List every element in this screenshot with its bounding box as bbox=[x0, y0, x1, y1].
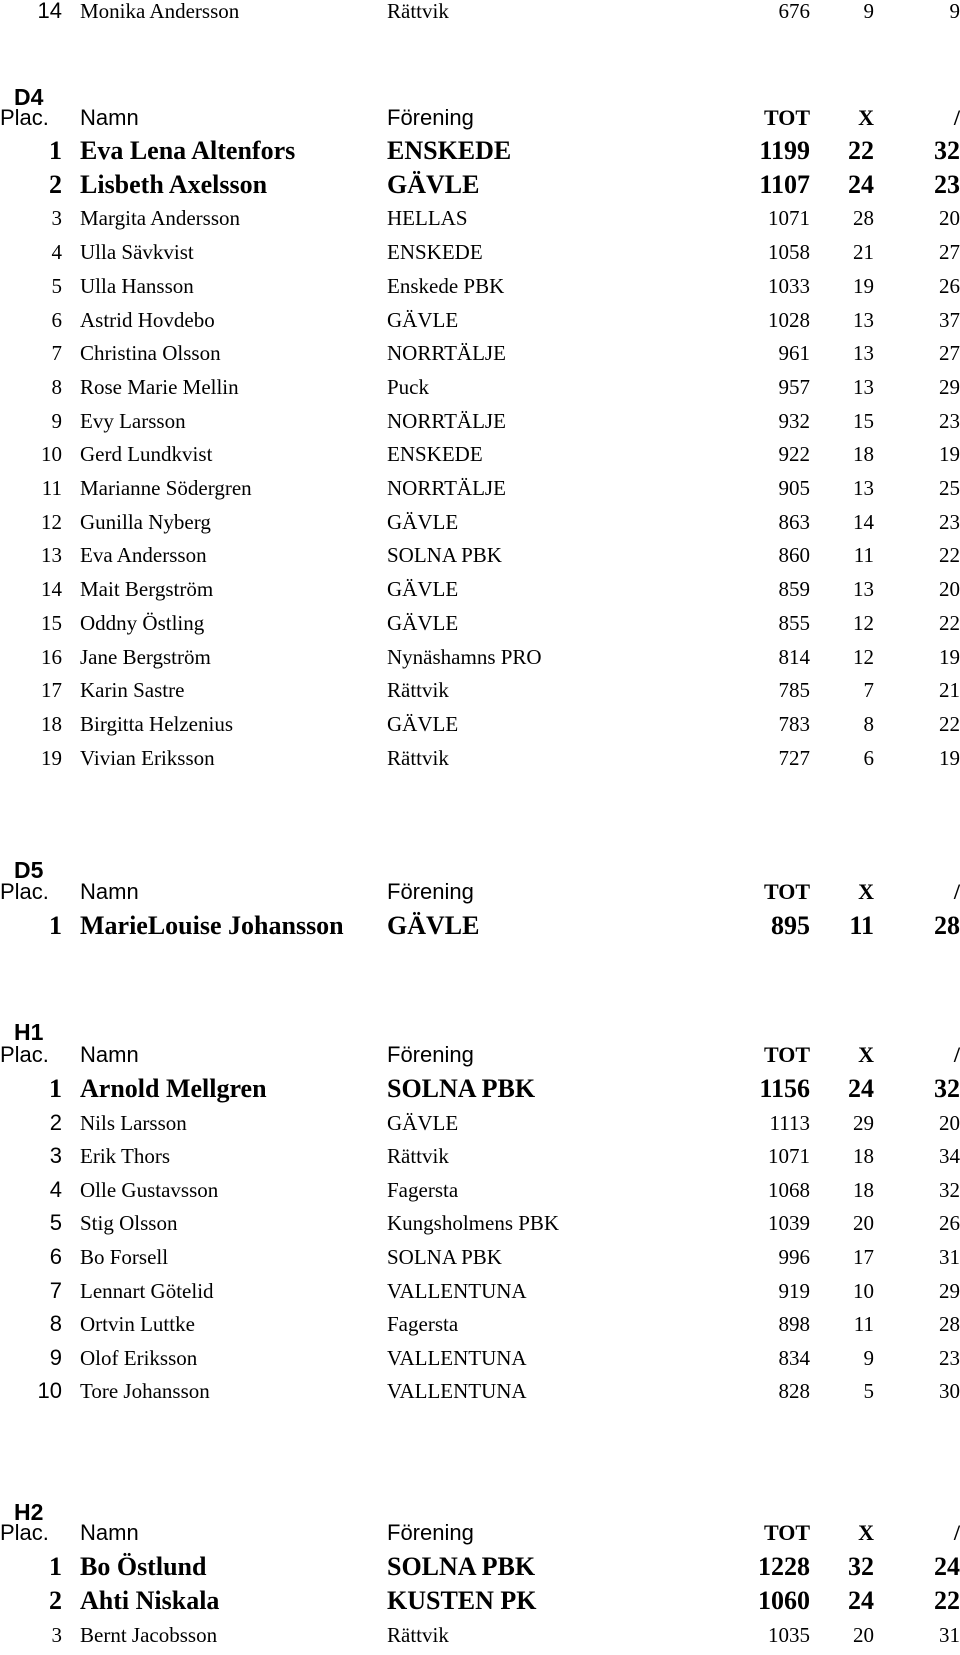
plac-cell: 10 bbox=[41, 442, 62, 467]
plac-cell: 6 bbox=[51, 307, 62, 332]
table-row bbox=[0, 135, 960, 167]
namn-cell: Ulla Hansson bbox=[80, 273, 194, 298]
header-namn: Namn bbox=[80, 1042, 139, 1067]
header-slash: / bbox=[953, 1520, 960, 1545]
x-cell: 5 bbox=[863, 1379, 874, 1404]
table-row bbox=[0, 472, 960, 504]
tot-cell: 898 bbox=[778, 1312, 810, 1337]
forening-cell: SOLNA PBK bbox=[387, 543, 502, 568]
header-x: X bbox=[858, 105, 874, 130]
x-cell: 9 bbox=[863, 0, 874, 23]
x-cell: 20 bbox=[853, 1623, 874, 1647]
slash-cell: 21 bbox=[939, 678, 960, 703]
x-cell: 13 bbox=[853, 374, 874, 399]
slash-cell: 32 bbox=[934, 1074, 960, 1103]
plac-cell: 15 bbox=[41, 610, 62, 635]
x-cell: 13 bbox=[853, 341, 874, 366]
plac-cell: 2 bbox=[49, 1586, 62, 1615]
x-cell: 11 bbox=[853, 1312, 874, 1337]
header-tot: TOT bbox=[763, 1042, 810, 1067]
forening-cell: GÄVLE bbox=[387, 610, 459, 635]
table-row bbox=[0, 1342, 960, 1374]
forening-cell: Kungsholmens PBK bbox=[387, 1211, 560, 1236]
namn-cell: Bo Östlund bbox=[80, 1552, 207, 1581]
forening-cell: Rättvik bbox=[387, 678, 449, 703]
slash-cell: 27 bbox=[939, 240, 960, 265]
forening-cell: NORRTÄLJE bbox=[387, 408, 506, 433]
namn-cell: Erik Thors bbox=[80, 1144, 171, 1169]
table-header bbox=[0, 102, 960, 134]
namn-cell: Karin Sastre bbox=[80, 678, 185, 703]
slash-cell: 23 bbox=[934, 169, 960, 199]
table-row bbox=[0, 236, 960, 268]
plac-cell: 5 bbox=[49, 1210, 62, 1236]
plac-cell: 3 bbox=[51, 206, 62, 231]
slash-cell: 22 bbox=[939, 711, 960, 736]
forening-cell: VALLENTUNA bbox=[387, 1345, 527, 1370]
namn-cell: Olle Gustavsson bbox=[80, 1177, 219, 1202]
forening-cell: Fagersta bbox=[387, 1312, 459, 1337]
slash-cell: 29 bbox=[939, 1278, 960, 1303]
slash-cell: 37 bbox=[939, 307, 960, 332]
header-slash: / bbox=[953, 879, 960, 904]
x-cell: 17 bbox=[853, 1245, 874, 1269]
namn-cell: Tore Johansson bbox=[80, 1379, 210, 1404]
header-tot: TOT bbox=[763, 105, 810, 130]
header-tot: TOT bbox=[763, 1520, 810, 1545]
slash-cell: 20 bbox=[939, 206, 960, 231]
namn-cell: Lennart Götelid bbox=[80, 1278, 214, 1303]
slash-cell: 26 bbox=[939, 1211, 960, 1236]
forening-cell: GÄVLE bbox=[387, 577, 459, 602]
slash-cell: 26 bbox=[939, 273, 960, 298]
header-namn: Namn bbox=[80, 879, 139, 904]
forening-cell: SOLNA PBK bbox=[387, 1074, 536, 1103]
tot-cell: 996 bbox=[778, 1245, 810, 1269]
tot-cell: 863 bbox=[778, 509, 810, 534]
slash-cell: 19 bbox=[939, 644, 960, 669]
x-cell: 24 bbox=[848, 1074, 874, 1103]
x-cell: 14 bbox=[853, 509, 874, 534]
header-plac: Plac. bbox=[0, 1520, 49, 1545]
slash-cell: 9 bbox=[949, 0, 960, 23]
tot-cell: 932 bbox=[778, 408, 810, 433]
namn-cell: Olof Eriksson bbox=[80, 1345, 198, 1370]
x-cell: 13 bbox=[853, 577, 874, 602]
forening-cell: Puck bbox=[387, 374, 429, 399]
plac-cell: 12 bbox=[41, 509, 62, 534]
table-row bbox=[0, 1174, 960, 1206]
slash-cell: 25 bbox=[939, 476, 960, 500]
x-cell: 24 bbox=[848, 1586, 874, 1615]
table-row bbox=[0, 1241, 960, 1273]
forening-cell: Rättvik bbox=[387, 1144, 449, 1169]
plac-cell: 3 bbox=[51, 1623, 62, 1647]
slash-cell: 28 bbox=[934, 911, 960, 940]
plac-cell: 17 bbox=[41, 678, 62, 703]
namn-cell: Vivian Eriksson bbox=[80, 745, 215, 770]
table-row bbox=[0, 573, 960, 605]
table-row bbox=[0, 1107, 960, 1139]
namn-cell: Nils Larsson bbox=[80, 1110, 187, 1135]
tot-cell: 1033 bbox=[768, 273, 810, 298]
slash-cell: 30 bbox=[939, 1379, 960, 1404]
table-row bbox=[0, 641, 960, 673]
x-cell: 15 bbox=[853, 408, 874, 433]
x-cell: 29 bbox=[853, 1110, 874, 1135]
x-cell: 13 bbox=[853, 476, 874, 500]
tot-cell: 727 bbox=[778, 745, 810, 770]
table-row bbox=[0, 202, 960, 234]
x-cell: 22 bbox=[848, 136, 874, 165]
plac-cell: 18 bbox=[41, 711, 62, 736]
slash-cell: 19 bbox=[939, 745, 960, 770]
header-x: X bbox=[858, 879, 874, 904]
slash-cell: 32 bbox=[939, 1177, 960, 1202]
forening-cell: HELLAS bbox=[387, 206, 468, 231]
table-row bbox=[0, 337, 960, 369]
table-row bbox=[0, 1585, 960, 1617]
table-row bbox=[0, 1551, 960, 1583]
namn-cell: Gunilla Nyberg bbox=[80, 509, 211, 534]
forening-cell: GÄVLE bbox=[387, 307, 459, 332]
namn-cell: Mait Bergström bbox=[80, 577, 214, 602]
slash-cell: 28 bbox=[939, 1312, 960, 1337]
tot-cell: 1107 bbox=[759, 169, 810, 199]
tot-cell: 1039 bbox=[768, 1211, 810, 1236]
namn-cell: Birgitta Helzenius bbox=[80, 711, 233, 736]
tot-cell: 785 bbox=[778, 678, 810, 703]
forening-cell: SOLNA PBK bbox=[387, 1552, 536, 1581]
plac-cell: 2 bbox=[49, 1109, 62, 1135]
tot-cell: 1060 bbox=[758, 1586, 810, 1615]
table-row bbox=[0, 1140, 960, 1172]
forening-cell: ENSKEDE bbox=[387, 240, 483, 265]
namn-cell: MarieLouise Johansson bbox=[80, 911, 344, 940]
forening-cell: Nynäshamns PRO bbox=[387, 644, 542, 669]
tot-cell: 1199 bbox=[759, 136, 810, 165]
slash-cell: 19 bbox=[939, 442, 960, 467]
tot-cell: 1028 bbox=[768, 307, 810, 332]
table-row bbox=[0, 438, 960, 470]
x-cell: 21 bbox=[853, 240, 874, 265]
forening-cell: Fagersta bbox=[387, 1177, 459, 1202]
tot-cell: 860 bbox=[778, 543, 810, 568]
header-forening: Förening bbox=[387, 1520, 474, 1545]
plac-cell: 9 bbox=[51, 408, 62, 433]
x-cell: 11 bbox=[849, 911, 874, 940]
table-row bbox=[0, 1073, 960, 1105]
forening-cell: VALLENTUNA bbox=[387, 1278, 527, 1303]
header-forening: Förening bbox=[387, 105, 474, 130]
namn-cell: Eva Lena Altenfors bbox=[80, 136, 296, 165]
slash-cell: 34 bbox=[939, 1144, 960, 1169]
namn-cell: Ulla Sävkvist bbox=[80, 240, 194, 265]
table-row bbox=[0, 539, 960, 571]
namn-cell: Eva Andersson bbox=[80, 543, 207, 568]
table-row bbox=[0, 304, 960, 336]
x-cell: 9 bbox=[863, 1345, 874, 1370]
plac-cell: 8 bbox=[51, 374, 62, 399]
plac-cell: 3 bbox=[49, 1143, 62, 1169]
namn-cell: Arnold Mellgren bbox=[80, 1074, 267, 1103]
plac-cell: 7 bbox=[51, 341, 62, 366]
tot-cell: 1058 bbox=[768, 240, 810, 265]
table-row bbox=[0, 0, 960, 27]
namn-cell: Astrid Hovdebo bbox=[80, 307, 215, 332]
plac-cell: 19 bbox=[41, 745, 62, 770]
header-slash: / bbox=[953, 105, 960, 130]
plac-cell: 4 bbox=[49, 1176, 62, 1202]
plac-cell: 2 bbox=[49, 169, 62, 199]
plac-cell: 14 bbox=[37, 0, 62, 23]
tot-cell: 1228 bbox=[758, 1552, 810, 1581]
tot-cell: 855 bbox=[778, 610, 810, 635]
tot-cell: 1071 bbox=[768, 206, 810, 231]
plac-cell: 5 bbox=[51, 273, 62, 298]
slash-cell: 22 bbox=[939, 610, 960, 635]
slash-cell: 32 bbox=[934, 136, 960, 165]
tot-cell: 895 bbox=[771, 911, 810, 940]
section-title: D5 bbox=[14, 857, 44, 883]
namn-cell: Bo Forsell bbox=[80, 1245, 169, 1269]
forening-cell: ENSKEDE bbox=[387, 442, 483, 467]
namn-cell: Ahti Niskala bbox=[80, 1586, 220, 1615]
tot-cell: 783 bbox=[778, 711, 810, 736]
tot-cell: 922 bbox=[778, 442, 810, 467]
forening-cell: Rättvik bbox=[387, 745, 449, 770]
namn-cell: Stig Olsson bbox=[80, 1211, 178, 1236]
plac-cell: 10 bbox=[37, 1378, 62, 1404]
plac-cell: 9 bbox=[49, 1344, 62, 1370]
forening-cell: GÄVLE bbox=[387, 169, 480, 199]
namn-cell: Lisbeth Axelsson bbox=[80, 169, 268, 199]
header-namn: Namn bbox=[80, 1520, 139, 1545]
section-title: H1 bbox=[14, 1019, 44, 1045]
tot-cell: 1156 bbox=[759, 1074, 810, 1103]
x-cell: 18 bbox=[853, 442, 874, 467]
slash-cell: 29 bbox=[939, 374, 960, 399]
x-cell: 11 bbox=[853, 543, 874, 568]
table-row bbox=[0, 1207, 960, 1239]
slash-cell: 23 bbox=[939, 408, 960, 433]
x-cell: 19 bbox=[853, 273, 874, 298]
table-row bbox=[0, 371, 960, 403]
tot-cell: 1035 bbox=[768, 1623, 810, 1647]
tot-cell: 1068 bbox=[768, 1177, 810, 1202]
x-cell: 10 bbox=[853, 1278, 874, 1303]
x-cell: 12 bbox=[853, 610, 874, 635]
forening-cell: NORRTÄLJE bbox=[387, 476, 506, 500]
x-cell: 18 bbox=[853, 1177, 874, 1202]
header-plac: Plac. bbox=[0, 879, 49, 904]
namn-cell: Marianne Södergren bbox=[80, 476, 252, 500]
table-row bbox=[0, 169, 960, 201]
slash-cell: 22 bbox=[934, 1586, 960, 1615]
header-plac: Plac. bbox=[0, 105, 49, 130]
tot-cell: 1113 bbox=[769, 1110, 810, 1135]
slash-cell: 23 bbox=[939, 1345, 960, 1370]
table-header bbox=[0, 1517, 960, 1549]
forening-cell: KUSTEN PK bbox=[387, 1586, 537, 1615]
table-header bbox=[0, 1039, 960, 1071]
plac-cell: 13 bbox=[41, 543, 62, 568]
table-row bbox=[0, 607, 960, 639]
tot-cell: 919 bbox=[778, 1278, 810, 1303]
namn-cell: Gerd Lundkvist bbox=[80, 442, 213, 467]
header-namn: Namn bbox=[80, 105, 139, 130]
slash-cell: 20 bbox=[939, 577, 960, 602]
forening-cell: ENSKEDE bbox=[387, 136, 512, 165]
forening-cell: GÄVLE bbox=[387, 1110, 459, 1135]
namn-cell: Ortvin Luttke bbox=[80, 1312, 195, 1337]
x-cell: 24 bbox=[848, 169, 874, 199]
section-title: H2 bbox=[14, 1499, 44, 1525]
tot-cell: 828 bbox=[778, 1379, 810, 1404]
namn-cell: Oddny Östling bbox=[80, 610, 205, 635]
table-row bbox=[0, 270, 960, 302]
plac-cell: 14 bbox=[41, 577, 62, 602]
plac-cell: 6 bbox=[49, 1244, 62, 1269]
namn-cell: Rose Marie Mellin bbox=[80, 374, 239, 399]
forening-cell: Enskede PBK bbox=[387, 273, 505, 298]
tot-cell: 676 bbox=[778, 0, 810, 23]
x-cell: 7 bbox=[863, 678, 874, 703]
table-header bbox=[0, 876, 960, 908]
plac-cell: 1 bbox=[49, 1074, 62, 1103]
slash-cell: 20 bbox=[939, 1110, 960, 1135]
tot-cell: 961 bbox=[778, 341, 810, 366]
section-title: D4 bbox=[14, 84, 44, 110]
slash-cell: 24 bbox=[934, 1552, 960, 1581]
plac-cell: 7 bbox=[49, 1277, 62, 1303]
x-cell: 13 bbox=[853, 307, 874, 332]
slash-cell: 27 bbox=[939, 341, 960, 366]
tot-cell: 1071 bbox=[768, 1144, 810, 1169]
namn-cell: Bernt Jacobsson bbox=[80, 1623, 218, 1647]
tot-cell: 814 bbox=[778, 644, 810, 669]
plac-cell: 8 bbox=[49, 1311, 62, 1337]
x-cell: 28 bbox=[853, 206, 874, 231]
forening-cell: GÄVLE bbox=[387, 509, 459, 534]
namn-cell: Evy Larsson bbox=[80, 408, 186, 433]
x-cell: 18 bbox=[853, 1144, 874, 1169]
header-tot: TOT bbox=[763, 879, 810, 904]
forening-cell: VALLENTUNA bbox=[387, 1379, 527, 1404]
header-x: X bbox=[858, 1042, 874, 1067]
forening-cell: GÄVLE bbox=[387, 711, 459, 736]
namn-cell: Jane Bergström bbox=[80, 644, 211, 669]
plac-cell: 1 bbox=[49, 911, 62, 940]
table-row bbox=[0, 910, 960, 942]
forening-cell: SOLNA PBK bbox=[387, 1245, 502, 1269]
table-row bbox=[0, 1619, 960, 1651]
forening-cell: Rättvik bbox=[387, 1623, 449, 1647]
table-row bbox=[0, 405, 960, 437]
plac-cell: 1 bbox=[49, 1552, 62, 1581]
header-forening: Förening bbox=[387, 1042, 474, 1067]
x-cell: 32 bbox=[848, 1552, 874, 1581]
namn-cell: Monika Andersson bbox=[80, 0, 240, 23]
tot-cell: 859 bbox=[778, 577, 810, 602]
table-row bbox=[0, 1275, 960, 1307]
table-row bbox=[0, 708, 960, 740]
table-row bbox=[0, 674, 960, 706]
slash-cell: 23 bbox=[939, 509, 960, 534]
slash-cell: 22 bbox=[939, 543, 960, 568]
x-cell: 12 bbox=[853, 644, 874, 669]
x-cell: 8 bbox=[863, 711, 874, 736]
header-x: X bbox=[858, 1520, 874, 1545]
namn-cell: Christina Olsson bbox=[80, 341, 221, 366]
namn-cell: Margita Andersson bbox=[80, 206, 241, 231]
forening-cell: GÄVLE bbox=[387, 911, 480, 940]
tot-cell: 957 bbox=[778, 374, 810, 399]
plac-cell: 16 bbox=[41, 644, 62, 669]
table-row bbox=[0, 506, 960, 538]
header-slash: / bbox=[953, 1042, 960, 1067]
header-forening: Förening bbox=[387, 879, 474, 904]
x-cell: 20 bbox=[853, 1211, 874, 1236]
plac-cell: 4 bbox=[51, 240, 62, 265]
tot-cell: 834 bbox=[778, 1345, 810, 1370]
plac-cell: 1 bbox=[49, 136, 62, 165]
table-row bbox=[0, 1308, 960, 1340]
plac-cell: 11 bbox=[41, 476, 62, 500]
table-row bbox=[0, 1375, 960, 1407]
forening-cell: Rättvik bbox=[387, 0, 449, 23]
slash-cell: 31 bbox=[939, 1245, 960, 1269]
slash-cell: 31 bbox=[939, 1623, 960, 1647]
tot-cell: 905 bbox=[778, 476, 810, 500]
forening-cell: NORRTÄLJE bbox=[387, 341, 506, 366]
x-cell: 6 bbox=[863, 745, 874, 770]
header-plac: Plac. bbox=[0, 1042, 49, 1067]
table-row bbox=[0, 742, 960, 774]
